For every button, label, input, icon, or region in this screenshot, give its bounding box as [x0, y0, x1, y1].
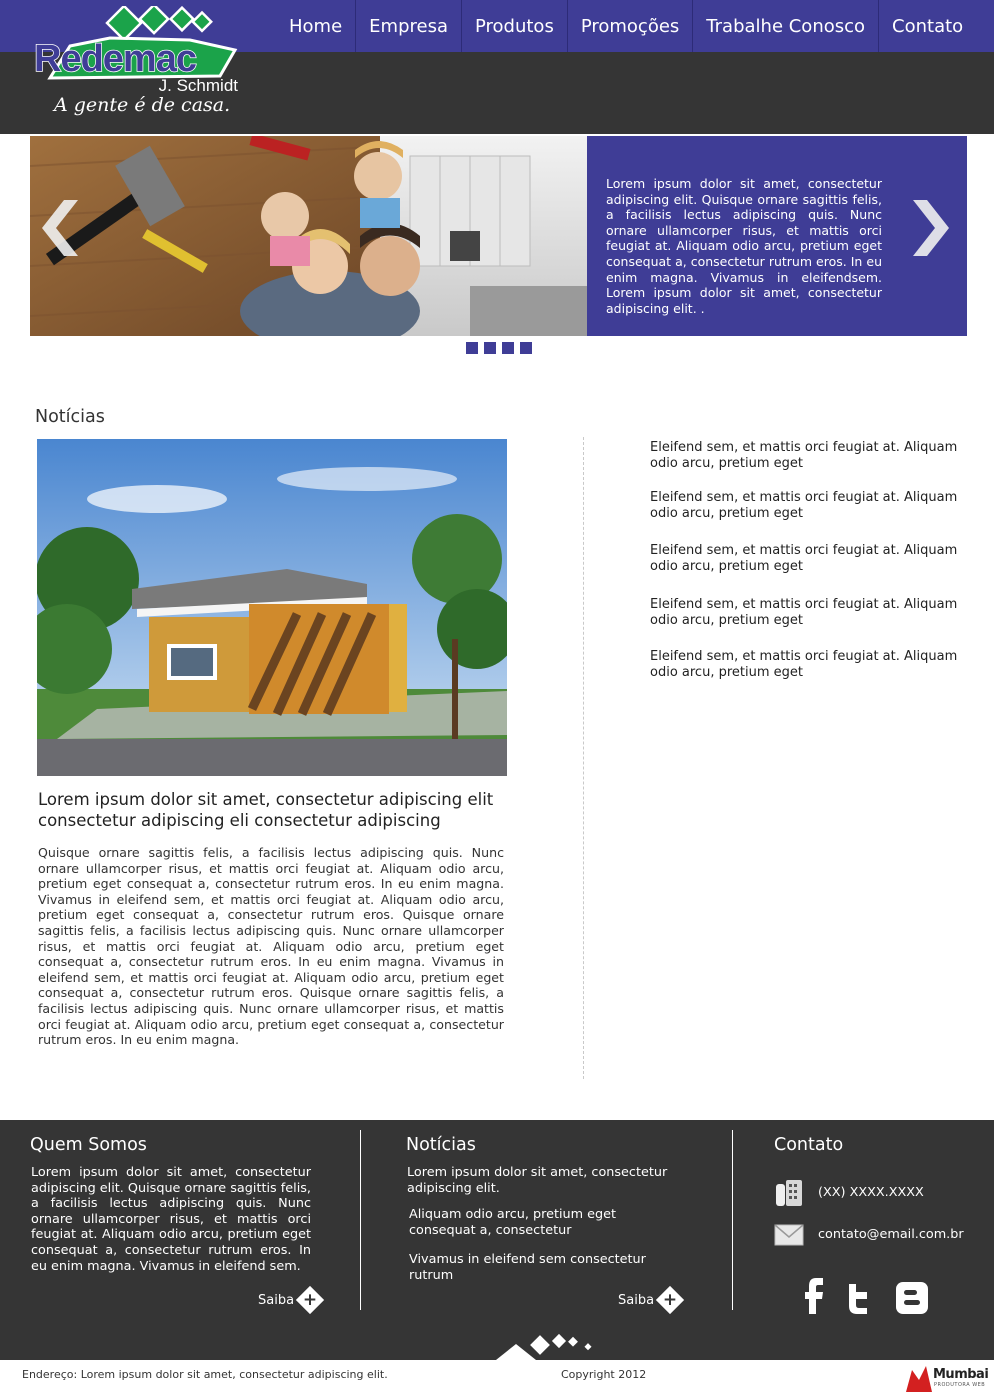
news-image[interactable]	[37, 439, 507, 776]
envelope-icon	[774, 1222, 804, 1248]
slider-dot[interactable]	[466, 342, 478, 354]
credit-subtitle: PRODUTORA WEB	[934, 1382, 986, 1388]
footer-about-title: Quem Somos	[30, 1135, 147, 1155]
news-side-item[interactable]: Eleifend sem, et mattis orci feugiat at. Aliquam odio arcu, pretium eget	[650, 597, 958, 628]
content-divider	[583, 437, 584, 1079]
plus-icon: +	[656, 1286, 684, 1314]
footer-news-title: Notícias	[406, 1135, 476, 1155]
footer-about-text: Lorem ipsum dolor sit amet, consectetur adipiscing elit. Quisque ornare sagittis felis, a facilisis lectus adipiscing quis. Nunc ornare ullamcorper risus, et mattis orci feugiat at. Aliquam odio arcu, pretium eget consequat a, consectetur rutrum eros. In eu enim magna. Vivamus in eleifend sem.	[31, 1165, 311, 1274]
credit-name: Mumbai	[933, 1367, 989, 1382]
logo-slogan: A gente é de casa.	[54, 94, 231, 116]
mumbai-logo-icon	[906, 1364, 932, 1392]
more-label: Saiba	[618, 1292, 655, 1308]
news-body: Quisque ornare sagittis felis, a facilisis lectus adipiscing quis. Nunc ornare ullamcorper risus, et mattis orci feugiat at. Aliquam odio arcu, pretium eget consequat a, consectetur rutrum eros. In eu enim magna. Vivamus in eleifend sem, et mattis orci feugiat at. Aliquam odio arcu, pretium eget consequat a, consectetur rutrum eros. Quisque ornare sagittis felis, a facilisis lectus adipiscing quis. Nunc ornare ullamcorper risus, et mattis orci feugiat at. Aliquam odio arcu, pretium eget consequat a, consectetur rutrum eros. In eu enim magna. Vivamus in eleifend sem, et mattis orci feugiat at. Aliquam odio arcu, pretium eget consequat a, consectetur rutrum eros. Quisque ornare sagittis felis, a facilisis lectus adipiscing quis. Nunc ornare ullamcorper risus, et mattis orci feugiat at. Aliquam odio arcu, pretium eget consequat a, consectetur rutrum eros. In eu enim magna.	[38, 845, 504, 1048]
news-side-item[interactable]: Eleifend sem, et mattis orci feugiat at. Aliquam odio arcu, pretium eget	[650, 440, 958, 471]
slider-pagination	[466, 342, 532, 354]
slide-caption: Lorem ipsum dolor sit amet, consectetur adipiscing elit. Quisque ornare sagittis felis, a facilisis lectus adipiscing quis. Nunc ornare ullamcorper risus, et mattis orci feugiat at. Aliquam odio arcu, pretium eget consequat a, consectetur rutrum eros. In eu enim magna. Vivamus in eleifendsem. Lorem ipsum dolor sit amet, consectetur adipiscing elit. .	[606, 176, 882, 316]
more-label: Saiba	[258, 1292, 295, 1308]
news-headline[interactable]: Lorem ipsum dolor sit amet, consectetur adipiscing elit consectetur adipiscing eli consectetur adipiscing	[38, 790, 494, 830]
credit-logo[interactable]	[906, 1364, 988, 1392]
footer-news-item[interactable]: Aliquam odio arcu, pretium eget consequat a, consectetur	[409, 1207, 617, 1238]
twitter-icon[interactable]	[846, 1284, 870, 1320]
nav-trabalhe-conosco[interactable]: Trabalhe Conosco	[692, 0, 878, 52]
logo[interactable]	[30, 6, 250, 128]
footer-address: Endereço: Lorem ipsum dolor sit amet, consectetur adipiscing elit.	[22, 1368, 388, 1381]
facebook-icon[interactable]	[802, 1278, 824, 1314]
footer-copyright: Copyright 2012	[561, 1368, 647, 1381]
slider-dot[interactable]	[484, 342, 496, 354]
phone-icon	[774, 1178, 804, 1208]
contact-email-text: contato@email.com.br	[818, 1227, 964, 1243]
main-nav	[276, 0, 976, 52]
slider-prev-button[interactable]	[38, 198, 88, 258]
footer-contact-title: Contato	[774, 1135, 844, 1155]
news-side-item[interactable]: Eleifend sem, et mattis orci feugiat at. Aliquam odio arcu, pretium eget	[650, 543, 958, 574]
contact-phone-text: (XX) XXXX.XXXX	[818, 1185, 924, 1201]
chevron-left-icon	[38, 198, 88, 258]
site-header	[0, 0, 994, 134]
footer-separator	[360, 1130, 361, 1310]
contact-phone[interactable]	[774, 1178, 924, 1208]
news-side-item[interactable]: Eleifend sem, et mattis orci feugiat at. Aliquam odio arcu, pretium eget	[650, 490, 958, 521]
plus-icon: +	[296, 1286, 324, 1314]
bottom-bar	[0, 1360, 994, 1400]
slider-dot[interactable]	[520, 342, 532, 354]
nav-empresa[interactable]: Empresa	[355, 0, 461, 52]
news-section-title: Notícias	[35, 407, 105, 427]
nav-contato[interactable]: Contato	[878, 0, 976, 52]
news-side-item[interactable]: Eleifend sem, et mattis orci feugiat at. Aliquam odio arcu, pretium eget	[650, 649, 958, 680]
slider-dot[interactable]	[502, 342, 514, 354]
logo-wordmark: Redemac	[34, 38, 196, 80]
nav-produtos[interactable]: Produtos	[461, 0, 567, 52]
footer-news-more-button[interactable]	[618, 1290, 680, 1310]
footer-news-item[interactable]: Lorem ipsum dolor sit amet, consectetur adipiscing elit.	[407, 1165, 668, 1196]
chevron-right-icon	[903, 198, 953, 258]
footer-news-item[interactable]: Vivamus in eleifend sem consectetur rutrum	[409, 1252, 646, 1283]
nav-promocoes[interactable]: Promoções	[567, 0, 692, 52]
site-footer	[0, 1120, 994, 1360]
slide-image	[30, 136, 587, 336]
nav-home[interactable]: Home	[289, 15, 343, 37]
hero-slider	[30, 136, 967, 336]
contact-email[interactable]	[774, 1222, 964, 1248]
footer-about-more-button[interactable]	[258, 1290, 320, 1310]
footer-separator	[732, 1130, 733, 1310]
blogger-icon[interactable]	[896, 1282, 928, 1318]
footer-diamonds	[496, 1330, 596, 1360]
slider-next-button[interactable]	[903, 198, 953, 258]
logo-subtitle: J. Schmidt	[158, 76, 238, 95]
